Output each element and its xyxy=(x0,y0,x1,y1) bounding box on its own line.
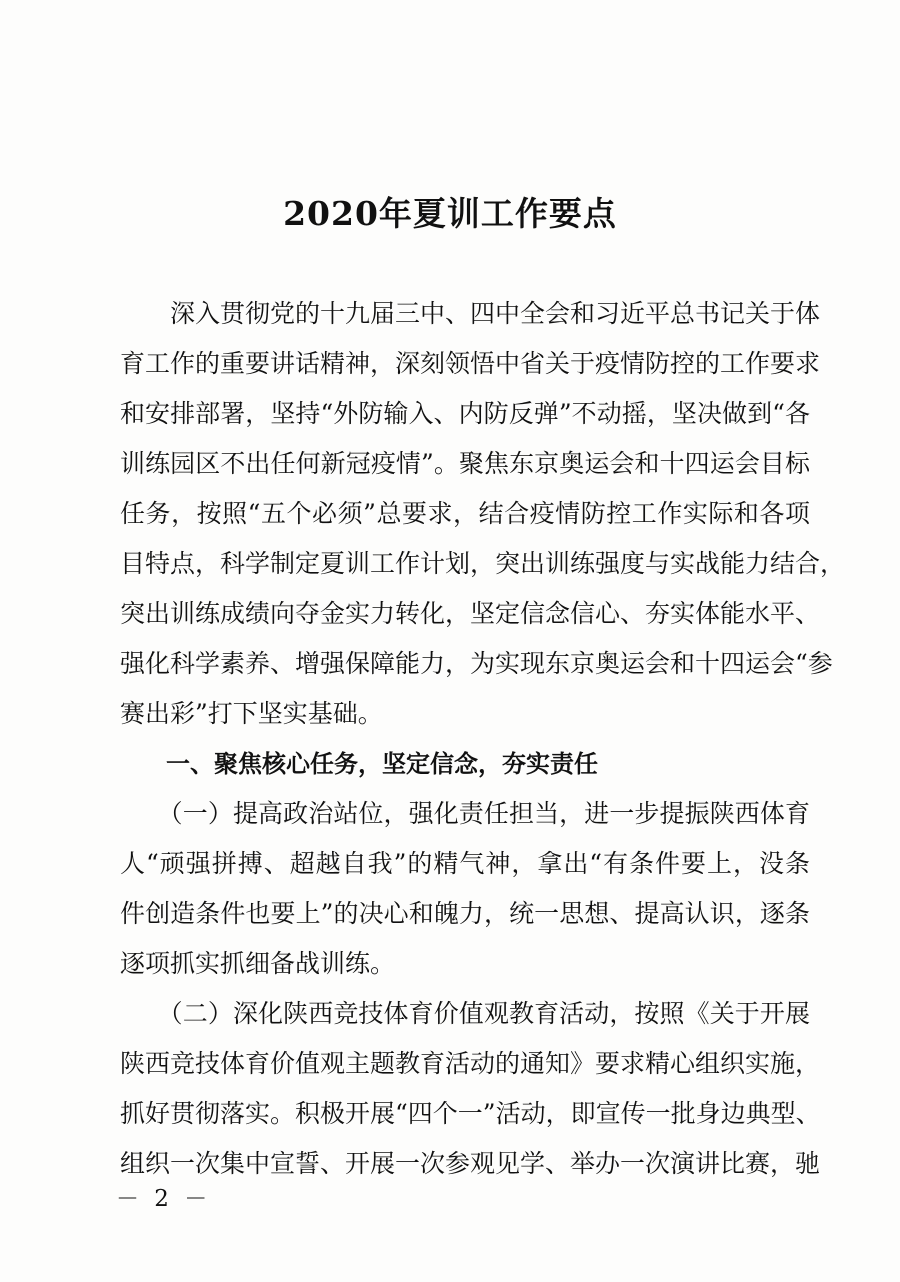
item1-line: 逐项抓实抓细备战训练。 xyxy=(120,949,396,978)
intro-line: 深入贯彻党的十九届三中、四中全会和习近平总书记关于体 xyxy=(120,299,821,328)
document-title: 2020年夏训工作要点 xyxy=(283,194,617,233)
item2-line: 抓好贯彻落实。积极开展“四个一”活动，即宣传一批身边典型、 xyxy=(120,1099,821,1128)
item1-line: 人“顽强拼搏、超越自我”的精气神，拿出“有条件要上，没条 xyxy=(120,849,810,878)
intro-line: 强化科学素养、增强保障能力，为实现东京奥运会和十四运会“参 xyxy=(120,649,833,678)
intro-line: 目特点，科学制定夏训工作计划，突出训练强度与实战能力结合， xyxy=(120,549,846,578)
item2-line: 组织一次集中宣誓、开展一次参观见学、举办一次演讲比赛，驰 xyxy=(120,1149,821,1178)
intro-line: 和安排部署，坚持“外防输入、内防反弹”不动摇，坚决做到“各 xyxy=(120,399,810,428)
page-number: － 2 － xyxy=(116,1186,212,1212)
item2-line: 陕西竞技体育价值观主题教育活动的通知》要求精心组织实施， xyxy=(120,1049,821,1078)
intro-line: 育工作的重要讲话精神，深刻领悟中省关于疫情防控的工作要求 xyxy=(120,349,821,378)
intro-line: 赛出彩”打下坚实基础。 xyxy=(120,699,383,728)
intro-line: 训练园区不出任何新冠疫情”。聚焦东京奥运会和十四运会目标 xyxy=(120,449,810,478)
item1-line: 件创造条件也要上”的决心和魄力，统一思想、提高认识，逐条 xyxy=(120,899,810,928)
item2-line: （二）深化陕西竞技体育价值观教育活动，按照《关于开展 xyxy=(120,999,810,1028)
item1-line: （一）提高政治站位，强化责任担当，进一步提振陕西体育 xyxy=(120,799,810,828)
section-heading: 一、聚焦核心任务，坚定信念，夯实责任 xyxy=(166,750,598,778)
intro-line: 突出训练成绩向夺金实力转化，坚定信念信心、夯实体能水平、 xyxy=(120,599,821,628)
intro-line: 任务，按照“五个必须”总要求，结合疫情防控工作实际和各项 xyxy=(120,499,810,528)
